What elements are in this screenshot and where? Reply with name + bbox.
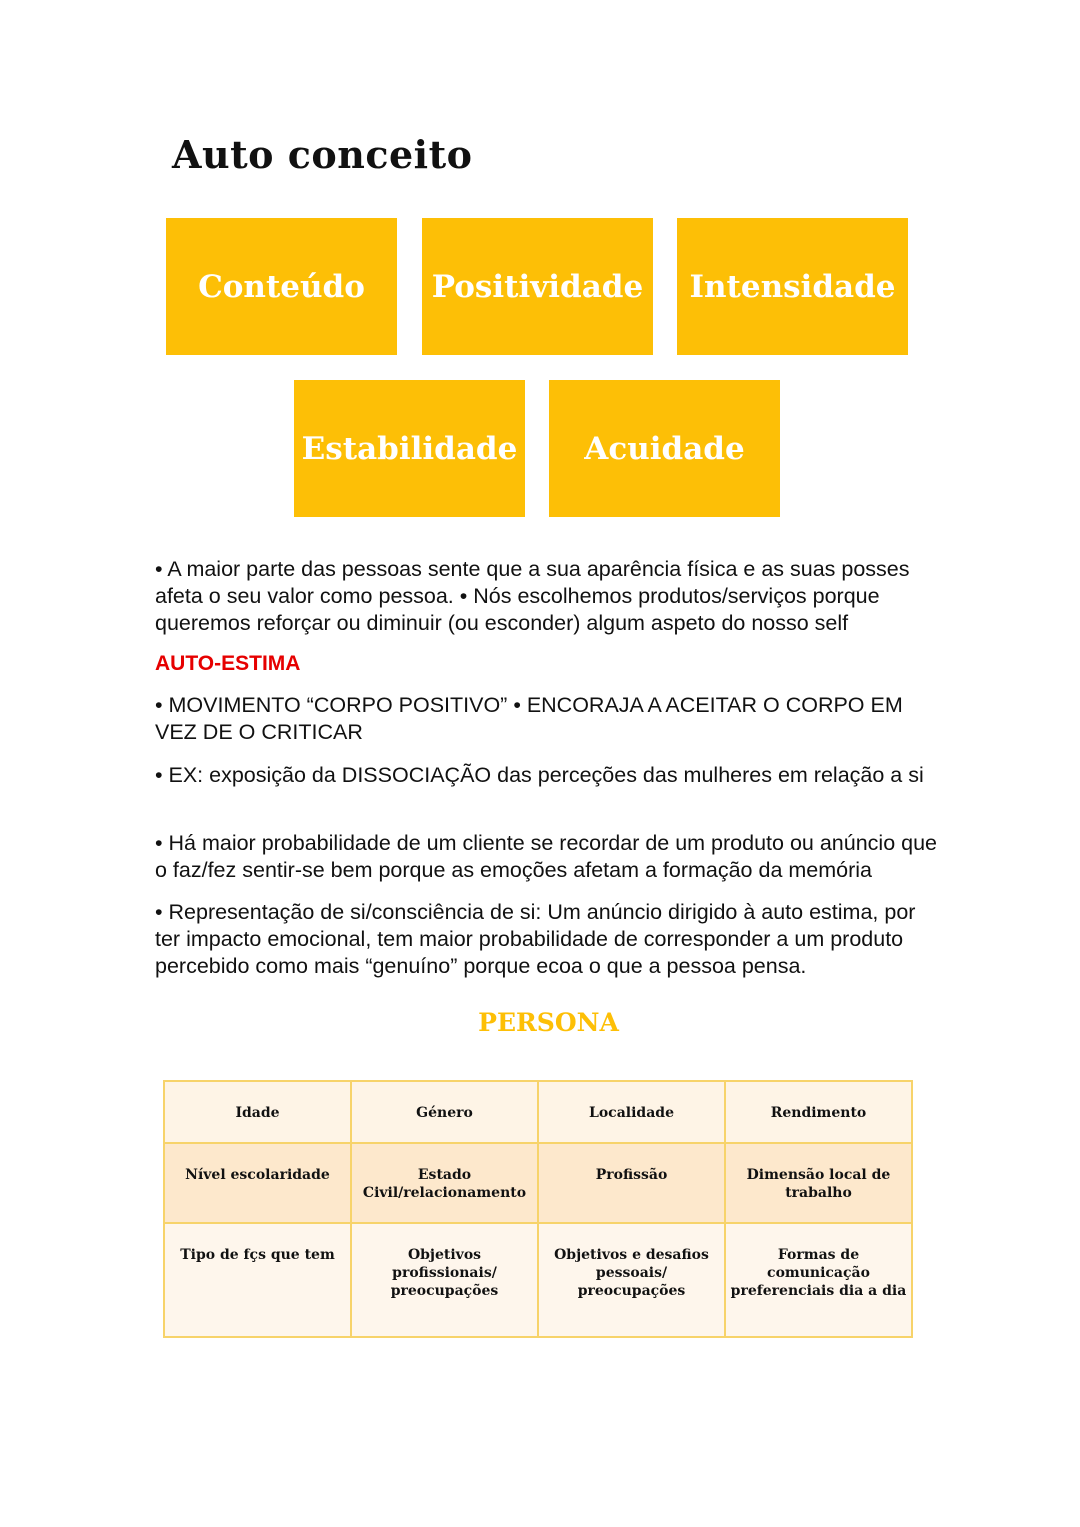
table-cell: Localidade [538,1081,725,1143]
concept-box-acuidade: Acuidade [549,380,780,517]
table-row [164,1223,912,1337]
table-cell: Género [351,1081,538,1143]
paragraph-corpo-positivo: • MOVIMENTO “CORPO POSITIVO” • ENCORAJA A ACEITAR O CORPO EM VEZ DE O CRITICAR [155,693,903,744]
persona-table [163,1080,913,1338]
concept-box-intensidade: Intensidade [677,218,908,355]
table-cell: Tipo de fçs que tem [164,1223,351,1337]
concept-box-estabilidade: Estabilidade [294,380,525,517]
concept-box-conteudo: Conteúdo [166,218,397,355]
table-cell: Rendimento [725,1081,912,1143]
table-cell: Objetivos profissionais/ preocupações [351,1223,538,1337]
table-cell: Objetivos e desafios pessoais/ preocupações [538,1223,725,1337]
paragraph-representacao: • Representação de si/consciência de si: Um anúncio dirigido à auto estima, por ter impacto emocional, tem maior probabilidade de corresponder a um produto percebido como mais “genuíno” porque ecoa o que a pessoa pensa. [155,900,916,978]
persona-title: PERSONA [478,1008,619,1037]
paragraph-aparencia: • A maior parte das pessoas sente que a sua aparência física e as suas posses afeta o seu valor como pessoa. • Nós escolhemos produtos/serviços porque queremos reforçar ou diminuir (ou esconder) algum aspeto do nosso self [155,557,910,635]
table-cell: Estado Civil/relacionamento [351,1143,538,1223]
page-title: Auto conceito [172,132,473,177]
paragraph-dissociacao: • EX: exposição da DISSOCIAÇÃO das perceções das mulheres em relação a si [155,763,924,787]
table-cell: Nível escolaridade [164,1143,351,1223]
table-row [164,1081,912,1143]
table-cell: Idade [164,1081,351,1143]
table-cell: Dimensão local de trabalho [725,1143,912,1223]
concept-box-positividade: Positividade [422,218,653,355]
table-cell: Formas de comunicação preferenciais dia a dia [725,1223,912,1337]
table-cell: Profissão [538,1143,725,1223]
table-row [164,1143,912,1223]
paragraph-memoria: • Há maior probabilidade de um cliente se recordar de um produto ou anúncio que o faz/fez sentir-se bem porque as emoções afetam a formação da memória [155,831,937,882]
section-heading-auto-estima: AUTO-ESTIMA [155,652,301,675]
